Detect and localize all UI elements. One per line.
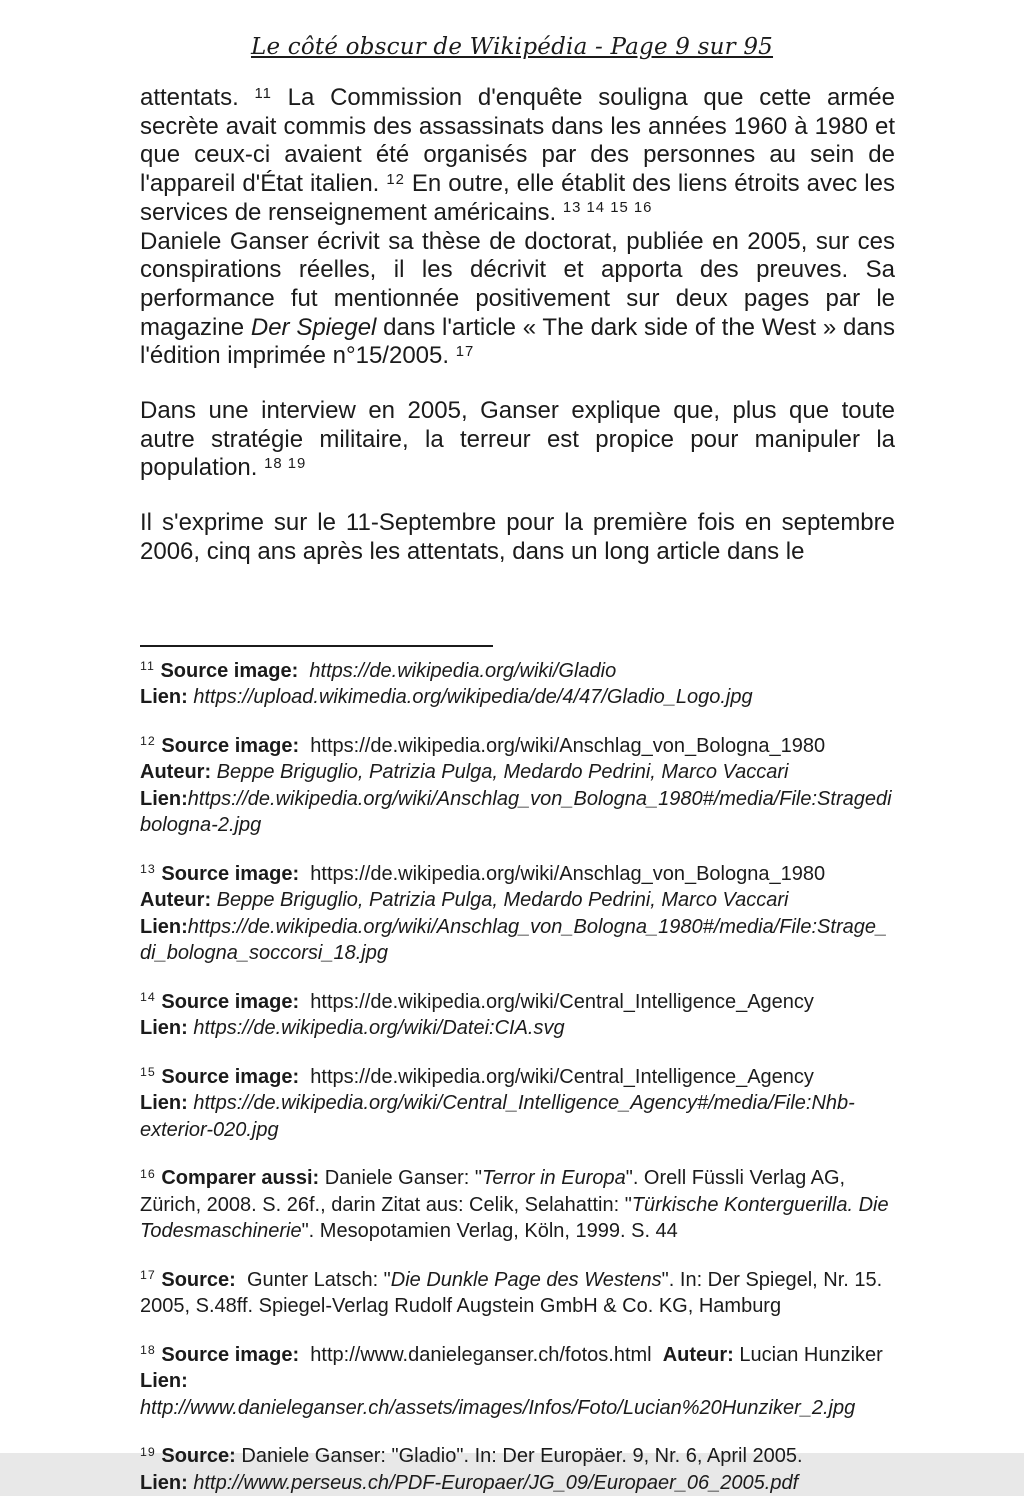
footnote-15: $^{15}$ Source image: https://de.wikipedia.org/wiki/Central_Intelligence_Agency Lien: https://de.wikipedia.org/wiki/Central_Intelligence_Agency#/media/File:Nhb-exterior-020.jpg: [140, 1065, 855, 1141]
footnote-17: $^{17}$ Source: Gunter Latsch: "Die Dunkle Page des Westens". In: Der Spiegel, Nr. 15. 2005, S.48ff. Spiegel-Verlag Rudolf Augstein GmbH & Co. KG, Hamburg: [140, 1268, 888, 1318]
footnote-12: $^{12}$ Source image: https://de.wikipedia.org/wiki/Anschlag_von_Bologna_1980 Auteur: Beppe Briguglio, Patrizia Pulga, Medardo Pedrini, Marco Vaccari Lien:https://de.wikipedia.org/wiki/Anschlag_von_Bologna_1980#/media/File:Stragedibologna-2.jpg: [140, 734, 892, 837]
body-paragraph: Daniele Ganser écrivit sa thèse de doctorat, publiée en 2005, sur ces conspirations réelles, il les décrivit et apporta des preuves. Sa performance fut mentionnée positivement sur deux pages par le magazine Der Spiegel dans l'article « The dark side of the West » dans l'édition imprimée n°15/2005. $^{17}$: [140, 227, 896, 370]
body-paragraph: attentats. $^{11}$ La Commission d'enquête souligna que cette armée secrète avait commis des assassinats dans les années 1960 à 1980 et que ceux-ci avaient été organisés par des personnes au sein de l'appareil d'État italien. $^{12}$ En outre, elle établit des liens étroits avec les services de renseignement américains. $^{13 14 15 16}$: [140, 84, 895, 226]
body-paragraph: Il s'exprime sur le 11-Septembre pour la première fois en septembre 2006, cinq ans après les attentats, dans un long article dans le: [140, 509, 895, 565]
body-paragraph: Dans une interview en 2005, Ganser explique que, plus que toute autre stratégie militaire, la terreur est propice pour manipuler la population. $^{18 19}$: [140, 397, 895, 482]
footnote-18: $^{18}$ Source image: http://www.danieleganser.ch/fotos.html Auteur: Lucian Hunziker Lien: http://www.danieleganser.ch/assets/images/Infos/Foto/Lucian%20Hunziker_2.jpg: [140, 1343, 883, 1419]
body-text: [140, 84, 895, 567]
footnote-13: $^{13}$ Source image: https://de.wikipedia.org/wiki/Anschlag_von_Bologna_1980 Auteur: Beppe Briguglio, Patrizia Pulga, Medardo Pedrini, Marco Vaccari Lien:https://de.wikipedia.org/wiki/Anschlag_von_Bologna_1980#/media/File:Strage_di_bologna_soccorsi_18.jpg: [140, 862, 888, 965]
footnote-14: $^{14}$ Source image: https://de.wikipedia.org/wiki/Central_Intelligence_Agency Lien: https://de.wikipedia.org/wiki/Datei:CIA.svg: [140, 990, 814, 1040]
page-title: Le côté obscur de Wikipédia - Page 9 sur 95: [250, 34, 774, 60]
document-header: [0, 0, 1024, 60]
footnote-11: $^{11}$ Source image: https://de.wikipedia.org/wiki/Gladio Lien: https://upload.wikimedia.org/wikipedia/de/4/47/Gladio_Logo.jpg: [140, 659, 753, 709]
footnote-16: $^{16}$ Comparer aussi: Daniele Ganser: "Terror in Europa". Orell Füssli Verlag AG, Zürich, 2008. S. 26f., darin Zitat aus: Celik, Selahattin: "Türkische Konterguerilla. Die Todesmaschinerie". Mesopotamien Verlag, Köln, 1999. S. 44: [140, 1166, 895, 1243]
footnote-19: $^{19}$ Source: Daniele Ganser: "Gladio". In: Der Europäer. 9, Nr. 6, April 2005. Lien: http://www.perseus.ch/PDF-Europaer/JG_09/Europaer_06_2005.pdf: [140, 1444, 803, 1494]
footnotes-section: [140, 658, 895, 1496]
footnote-divider: [140, 645, 493, 647]
page-content: [0, 84, 1024, 1496]
